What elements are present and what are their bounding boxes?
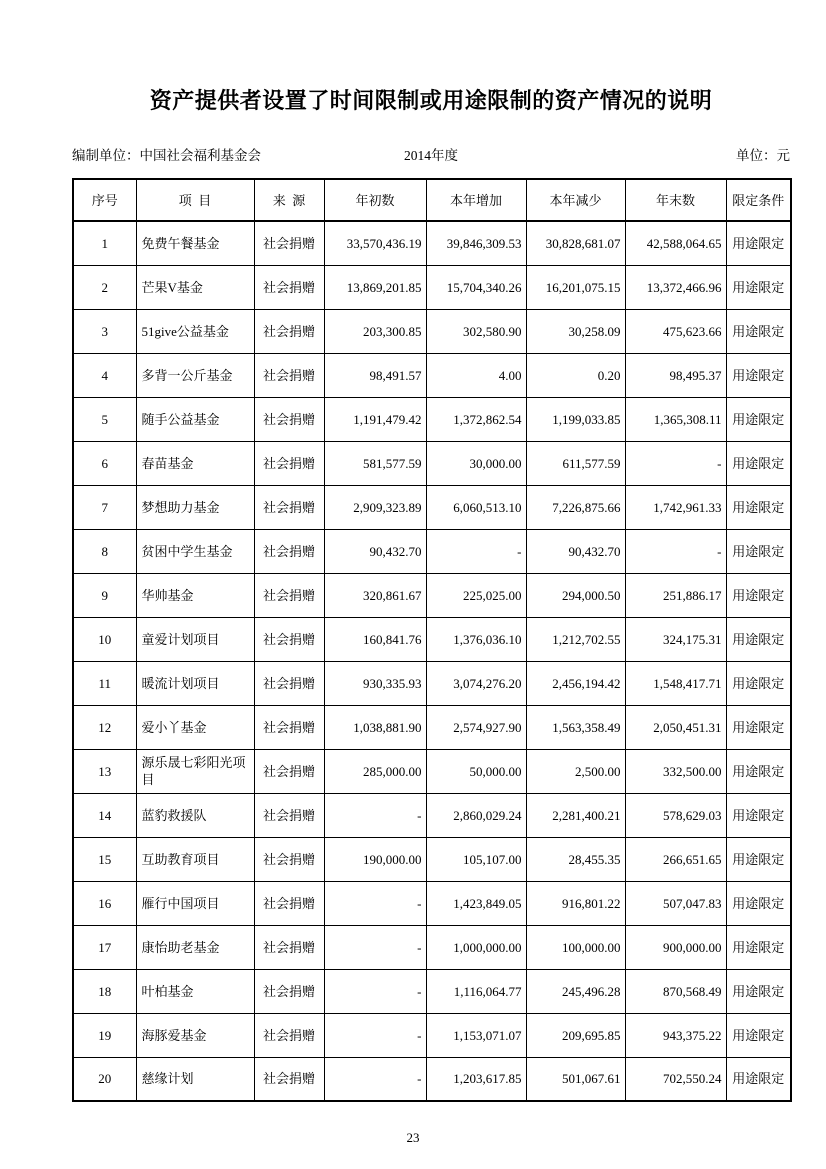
cell-restriction: 用途限定: [726, 837, 791, 881]
cell-beginning: -: [324, 969, 426, 1013]
cell-ending: -: [625, 441, 726, 485]
column-header-decrease: 本年减少: [526, 179, 625, 221]
cell-source: 社会捐赠: [254, 485, 324, 529]
cell-ending: -: [625, 529, 726, 573]
cell-increase: 1,203,617.85: [426, 1057, 526, 1101]
table-row: [73, 881, 791, 925]
cell-item: 华帅基金: [136, 573, 254, 617]
cell-item: 康怡助老基金: [136, 925, 254, 969]
cell-increase: 2,860,029.24: [426, 793, 526, 837]
cell-source: 社会捐赠: [254, 573, 324, 617]
cell-increase: 2,574,927.90: [426, 705, 526, 749]
table-header-row: [73, 179, 791, 221]
cell-source: 社会捐赠: [254, 397, 324, 441]
cell-seq: 19: [73, 1013, 136, 1057]
cell-item: 多背一公斤基金: [136, 353, 254, 397]
cell-source: 社会捐赠: [254, 793, 324, 837]
cell-beginning: -: [324, 1057, 426, 1101]
cell-increase: 15,704,340.26: [426, 265, 526, 309]
cell-ending: 266,651.65: [625, 837, 726, 881]
column-header-item: 项 目: [136, 179, 254, 221]
cell-beginning: 98,491.57: [324, 353, 426, 397]
cell-increase: 225,025.00: [426, 573, 526, 617]
cell-increase: 39,846,309.53: [426, 221, 526, 265]
cell-item: 互助教育项目: [136, 837, 254, 881]
table-body: [73, 221, 791, 1101]
cell-beginning: 930,335.93: [324, 661, 426, 705]
cell-item: 梦想助力基金: [136, 485, 254, 529]
cell-item: 慈缘计划: [136, 1057, 254, 1101]
cell-decrease: 501,067.61: [526, 1057, 625, 1101]
cell-restriction: 用途限定: [726, 749, 791, 793]
cell-item: 蓝豹救援队: [136, 793, 254, 837]
cell-seq: 3: [73, 309, 136, 353]
cell-item: 暖流计划项目: [136, 661, 254, 705]
cell-decrease: 0.20: [526, 353, 625, 397]
cell-item: 免费午餐基金: [136, 221, 254, 265]
table-row: [73, 485, 791, 529]
cell-seq: 15: [73, 837, 136, 881]
cell-restriction: 用途限定: [726, 925, 791, 969]
cell-restriction: 用途限定: [726, 573, 791, 617]
column-header-increase: 本年增加: [426, 179, 526, 221]
cell-source: 社会捐赠: [254, 881, 324, 925]
cell-source: 社会捐赠: [254, 617, 324, 661]
cell-ending: 251,886.17: [625, 573, 726, 617]
table-row: [73, 837, 791, 881]
cell-decrease: 1,563,358.49: [526, 705, 625, 749]
table-row: [73, 1057, 791, 1101]
table-row: [73, 221, 791, 265]
cell-increase: 50,000.00: [426, 749, 526, 793]
cell-decrease: 2,500.00: [526, 749, 625, 793]
cell-ending: 943,375.22: [625, 1013, 726, 1057]
cell-increase: 1,376,036.10: [426, 617, 526, 661]
cell-restriction: 用途限定: [726, 617, 791, 661]
cell-beginning: 320,861.67: [324, 573, 426, 617]
cell-increase: 105,107.00: [426, 837, 526, 881]
cell-beginning: 33,570,436.19: [324, 221, 426, 265]
cell-restriction: 用途限定: [726, 793, 791, 837]
cell-decrease: 16,201,075.15: [526, 265, 625, 309]
cell-item: 雁行中国项目: [136, 881, 254, 925]
cell-item: 爱小丫基金: [136, 705, 254, 749]
cell-increase: 302,580.90: [426, 309, 526, 353]
cell-item: 51give公益基金: [136, 309, 254, 353]
cell-restriction: 用途限定: [726, 221, 791, 265]
column-header-seq: 序号: [73, 179, 136, 221]
cell-beginning: -: [324, 925, 426, 969]
cell-restriction: 用途限定: [726, 265, 791, 309]
cell-beginning: 2,909,323.89: [324, 485, 426, 529]
cell-beginning: 160,841.76: [324, 617, 426, 661]
cell-decrease: 245,496.28: [526, 969, 625, 1013]
cell-seq: 6: [73, 441, 136, 485]
cell-source: 社会捐赠: [254, 969, 324, 1013]
cell-restriction: 用途限定: [726, 397, 791, 441]
cell-seq: 13: [73, 749, 136, 793]
cell-ending: 578,629.03: [625, 793, 726, 837]
cell-seq: 4: [73, 353, 136, 397]
cell-seq: 2: [73, 265, 136, 309]
cell-beginning: -: [324, 793, 426, 837]
cell-ending: 1,548,417.71: [625, 661, 726, 705]
table-row: [73, 661, 791, 705]
cell-decrease: 30,258.09: [526, 309, 625, 353]
cell-item: 源乐晟七彩阳光项目: [136, 749, 254, 793]
cell-item: 叶柏基金: [136, 969, 254, 1013]
cell-ending: 1,742,961.33: [625, 485, 726, 529]
cell-increase: 4.00: [426, 353, 526, 397]
cell-item: 贫困中学生基金: [136, 529, 254, 573]
cell-seq: 11: [73, 661, 136, 705]
cell-beginning: 581,577.59: [324, 441, 426, 485]
cell-decrease: 611,577.59: [526, 441, 625, 485]
cell-seq: 5: [73, 397, 136, 441]
cell-seq: 10: [73, 617, 136, 661]
cell-item: 童爱计划项目: [136, 617, 254, 661]
table-row: [73, 529, 791, 573]
cell-source: 社会捐赠: [254, 309, 324, 353]
cell-decrease: 209,695.85: [526, 1013, 625, 1057]
table-row: [73, 309, 791, 353]
cell-decrease: 2,456,194.42: [526, 661, 625, 705]
cell-ending: 332,500.00: [625, 749, 726, 793]
cell-item: 随手公益基金: [136, 397, 254, 441]
cell-restriction: 用途限定: [726, 1013, 791, 1057]
cell-seq: 16: [73, 881, 136, 925]
cell-ending: 702,550.24: [625, 1057, 726, 1101]
cell-decrease: 90,432.70: [526, 529, 625, 573]
cell-item: 芒果V基金: [136, 265, 254, 309]
cell-beginning: 190,000.00: [324, 837, 426, 881]
cell-source: 社会捐赠: [254, 837, 324, 881]
cell-restriction: 用途限定: [726, 441, 791, 485]
cell-source: 社会捐赠: [254, 661, 324, 705]
cell-increase: 30,000.00: [426, 441, 526, 485]
cell-beginning: -: [324, 1013, 426, 1057]
cell-source: 社会捐赠: [254, 353, 324, 397]
cell-decrease: 100,000.00: [526, 925, 625, 969]
cell-beginning: 90,432.70: [324, 529, 426, 573]
cell-restriction: 用途限定: [726, 661, 791, 705]
cell-restriction: 用途限定: [726, 529, 791, 573]
table-row: [73, 1013, 791, 1057]
cell-seq: 9: [73, 573, 136, 617]
prepared-by-text: 编制单位：中国社会福利基金会: [72, 148, 261, 163]
cell-increase: 1,423,849.05: [426, 881, 526, 925]
cell-increase: 1,116,064.77: [426, 969, 526, 1013]
unit-text: 单位：元: [736, 148, 790, 163]
table-row: [73, 969, 791, 1013]
cell-restriction: 用途限定: [726, 1057, 791, 1101]
cell-ending: 98,495.37: [625, 353, 726, 397]
cell-restriction: 用途限定: [726, 969, 791, 1013]
table-row: [73, 617, 791, 661]
cell-source: 社会捐赠: [254, 1013, 324, 1057]
cell-ending: 900,000.00: [625, 925, 726, 969]
cell-beginning: 1,038,881.90: [324, 705, 426, 749]
cell-decrease: 1,212,702.55: [526, 617, 625, 661]
cell-source: 社会捐赠: [254, 925, 324, 969]
cell-restriction: 用途限定: [726, 881, 791, 925]
cell-seq: 17: [73, 925, 136, 969]
table-row: [73, 441, 791, 485]
cell-ending: 2,050,451.31: [625, 705, 726, 749]
fiscal-year-text: 2014年度: [404, 148, 458, 163]
cell-beginning: -: [324, 881, 426, 925]
table-row: [73, 749, 791, 793]
table-row: [73, 265, 791, 309]
page-number: 23: [406, 1130, 420, 1145]
cell-decrease: 916,801.22: [526, 881, 625, 925]
cell-restriction: 用途限定: [726, 485, 791, 529]
cell-increase: 1,372,862.54: [426, 397, 526, 441]
cell-decrease: 28,455.35: [526, 837, 625, 881]
table-row: [73, 793, 791, 837]
cell-seq: 1: [73, 221, 136, 265]
cell-source: 社会捐赠: [254, 265, 324, 309]
cell-seq: 18: [73, 969, 136, 1013]
cell-decrease: 7,226,875.66: [526, 485, 625, 529]
cell-source: 社会捐赠: [254, 749, 324, 793]
table-row: [73, 397, 791, 441]
cell-item: 海豚爱基金: [136, 1013, 254, 1057]
cell-seq: 12: [73, 705, 136, 749]
cell-seq: 14: [73, 793, 136, 837]
cell-beginning: 203,300.85: [324, 309, 426, 353]
cell-decrease: 1,199,033.85: [526, 397, 625, 441]
table-row: [73, 925, 791, 969]
cell-source: 社会捐赠: [254, 1057, 324, 1101]
page-title: 资产提供者设置了时间限制或用途限制的资产情况的说明: [149, 88, 713, 113]
cell-ending: 13,372,466.96: [625, 265, 726, 309]
column-header-beginning: 年初数: [324, 179, 426, 221]
cell-restriction: 用途限定: [726, 353, 791, 397]
column-header-restriction: 限定条件: [726, 179, 791, 221]
cell-increase: 1,000,000.00: [426, 925, 526, 969]
cell-ending: 507,047.83: [625, 881, 726, 925]
meta-row: [72, 147, 790, 165]
cell-source: 社会捐赠: [254, 221, 324, 265]
cell-source: 社会捐赠: [254, 705, 324, 749]
cell-ending: 1,365,308.11: [625, 397, 726, 441]
cell-source: 社会捐赠: [254, 441, 324, 485]
cell-increase: 3,074,276.20: [426, 661, 526, 705]
cell-beginning: 285,000.00: [324, 749, 426, 793]
cell-ending: 42,588,064.65: [625, 221, 726, 265]
cell-seq: 7: [73, 485, 136, 529]
cell-ending: 870,568.49: [625, 969, 726, 1013]
cell-restriction: 用途限定: [726, 705, 791, 749]
cell-ending: 324,175.31: [625, 617, 726, 661]
cell-decrease: 30,828,681.07: [526, 221, 625, 265]
cell-ending: 475,623.66: [625, 309, 726, 353]
restricted-assets-table: [72, 178, 792, 1102]
cell-decrease: 2,281,400.21: [526, 793, 625, 837]
column-header-source: 来 源: [254, 179, 324, 221]
table-row: [73, 705, 791, 749]
cell-beginning: 1,191,479.42: [324, 397, 426, 441]
cell-source: 社会捐赠: [254, 529, 324, 573]
cell-decrease: 294,000.50: [526, 573, 625, 617]
cell-increase: 1,153,071.07: [426, 1013, 526, 1057]
table-row: [73, 573, 791, 617]
table-row: [73, 353, 791, 397]
cell-seq: 8: [73, 529, 136, 573]
cell-item: 春苗基金: [136, 441, 254, 485]
cell-restriction: 用途限定: [726, 309, 791, 353]
column-header-ending: 年末数: [625, 179, 726, 221]
cell-beginning: 13,869,201.85: [324, 265, 426, 309]
cell-seq: 20: [73, 1057, 136, 1101]
cell-increase: -: [426, 529, 526, 573]
cell-increase: 6,060,513.10: [426, 485, 526, 529]
